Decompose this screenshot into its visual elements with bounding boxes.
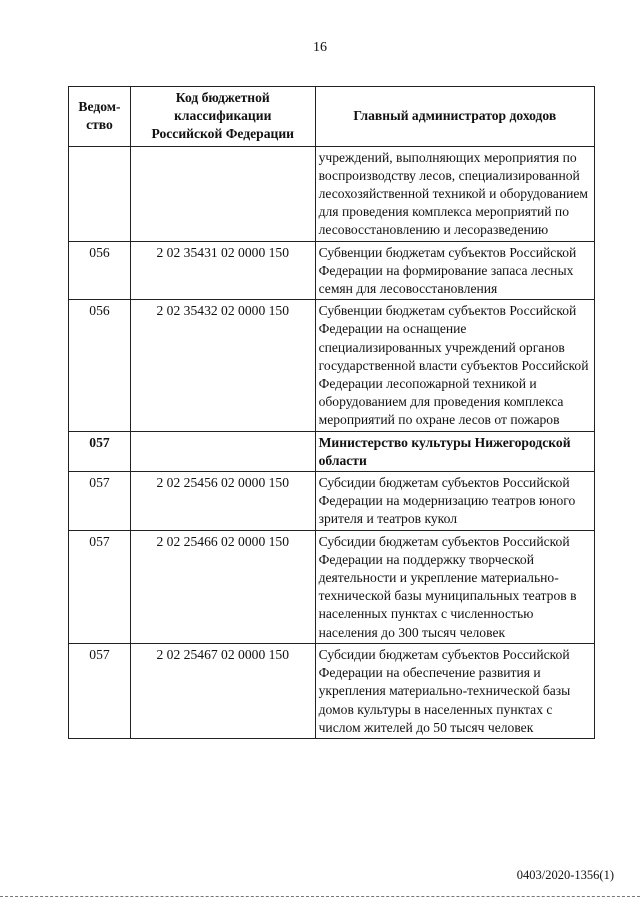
table-row: [69, 241, 595, 300]
table-header-row: [69, 87, 595, 147]
budget-code-cell: 2 02 35431 02 0000 150: [130, 241, 315, 300]
table-row: [69, 300, 595, 431]
administrator-name-cell: Субсидии бюджетам субъектов Российской Федерации на обеспечение развития и укрепления материально-технической базы домов культуры в населенных пунктах с числом жителей до 50 тысяч человек: [315, 643, 594, 738]
budget-code-cell: 2 02 25456 02 0000 150: [130, 472, 315, 531]
header-budget-code: Код бюджетной классификации Российской Федерации: [130, 87, 315, 147]
table-row: [69, 146, 595, 241]
document-code: 0403/2020-1356(1): [516, 868, 614, 882]
administrator-name-cell: Субсидии бюджетам субъектов Российской Федерации на модернизацию театров юного зрителя и театров кукол: [315, 472, 594, 531]
revenue-administrators-table: [68, 86, 595, 739]
bottom-divider: [0, 896, 640, 897]
department-cell: 056: [69, 241, 131, 300]
page-number: 16: [313, 40, 327, 55]
department-cell: 057: [69, 643, 131, 738]
budget-code-cell: 2 02 25466 02 0000 150: [130, 530, 315, 643]
table-row: [69, 530, 595, 643]
department-cell: 056: [69, 300, 131, 431]
table-row: [69, 643, 595, 738]
table-row: [69, 431, 595, 471]
header-revenue-administrator: Главный администратор доходов: [315, 87, 594, 147]
budget-code-cell: 2 02 35432 02 0000 150: [130, 300, 315, 431]
header-department: Ведом- ство: [69, 87, 131, 147]
budget-code-cell: [130, 431, 315, 471]
department-cell: 057: [69, 530, 131, 643]
department-cell: 057: [69, 431, 131, 471]
budget-code-cell: 2 02 25467 02 0000 150: [130, 643, 315, 738]
table-row: [69, 472, 595, 531]
department-cell: [69, 146, 131, 241]
administrator-name-cell: Министерство культуры Нижегородской области: [315, 431, 594, 471]
administrator-name-cell: Субвенции бюджетам субъектов Российской Федерации на формирование запаса лесных семян для лесовосстановления: [315, 241, 594, 300]
administrator-name-cell: учреждений, выполняющих мероприятия по воспроизводству лесов, специализированной лесохозяйственной техникой и оборудованием для проведения комплекса мероприятий по лесовосстановлению и лесоразведению: [315, 146, 594, 241]
administrator-name-cell: Субсидии бюджетам субъектов Российской Федерации на поддержку творческой деятельности и укрепление материально-технической базы муниципальных театров в населенных пунктах с численностью населения до 300 тысяч человек: [315, 530, 594, 643]
administrator-name-cell: Субвенции бюджетам субъектов Российской Федерации на оснащение специализированных учреждений органов государственной власти субъектов Российской Федерации лесопожарной техникой и оборудованием для проведения комплекса мероприятий по охране лесов от пожаров: [315, 300, 594, 431]
department-cell: 057: [69, 472, 131, 531]
budget-code-cell: [130, 146, 315, 241]
